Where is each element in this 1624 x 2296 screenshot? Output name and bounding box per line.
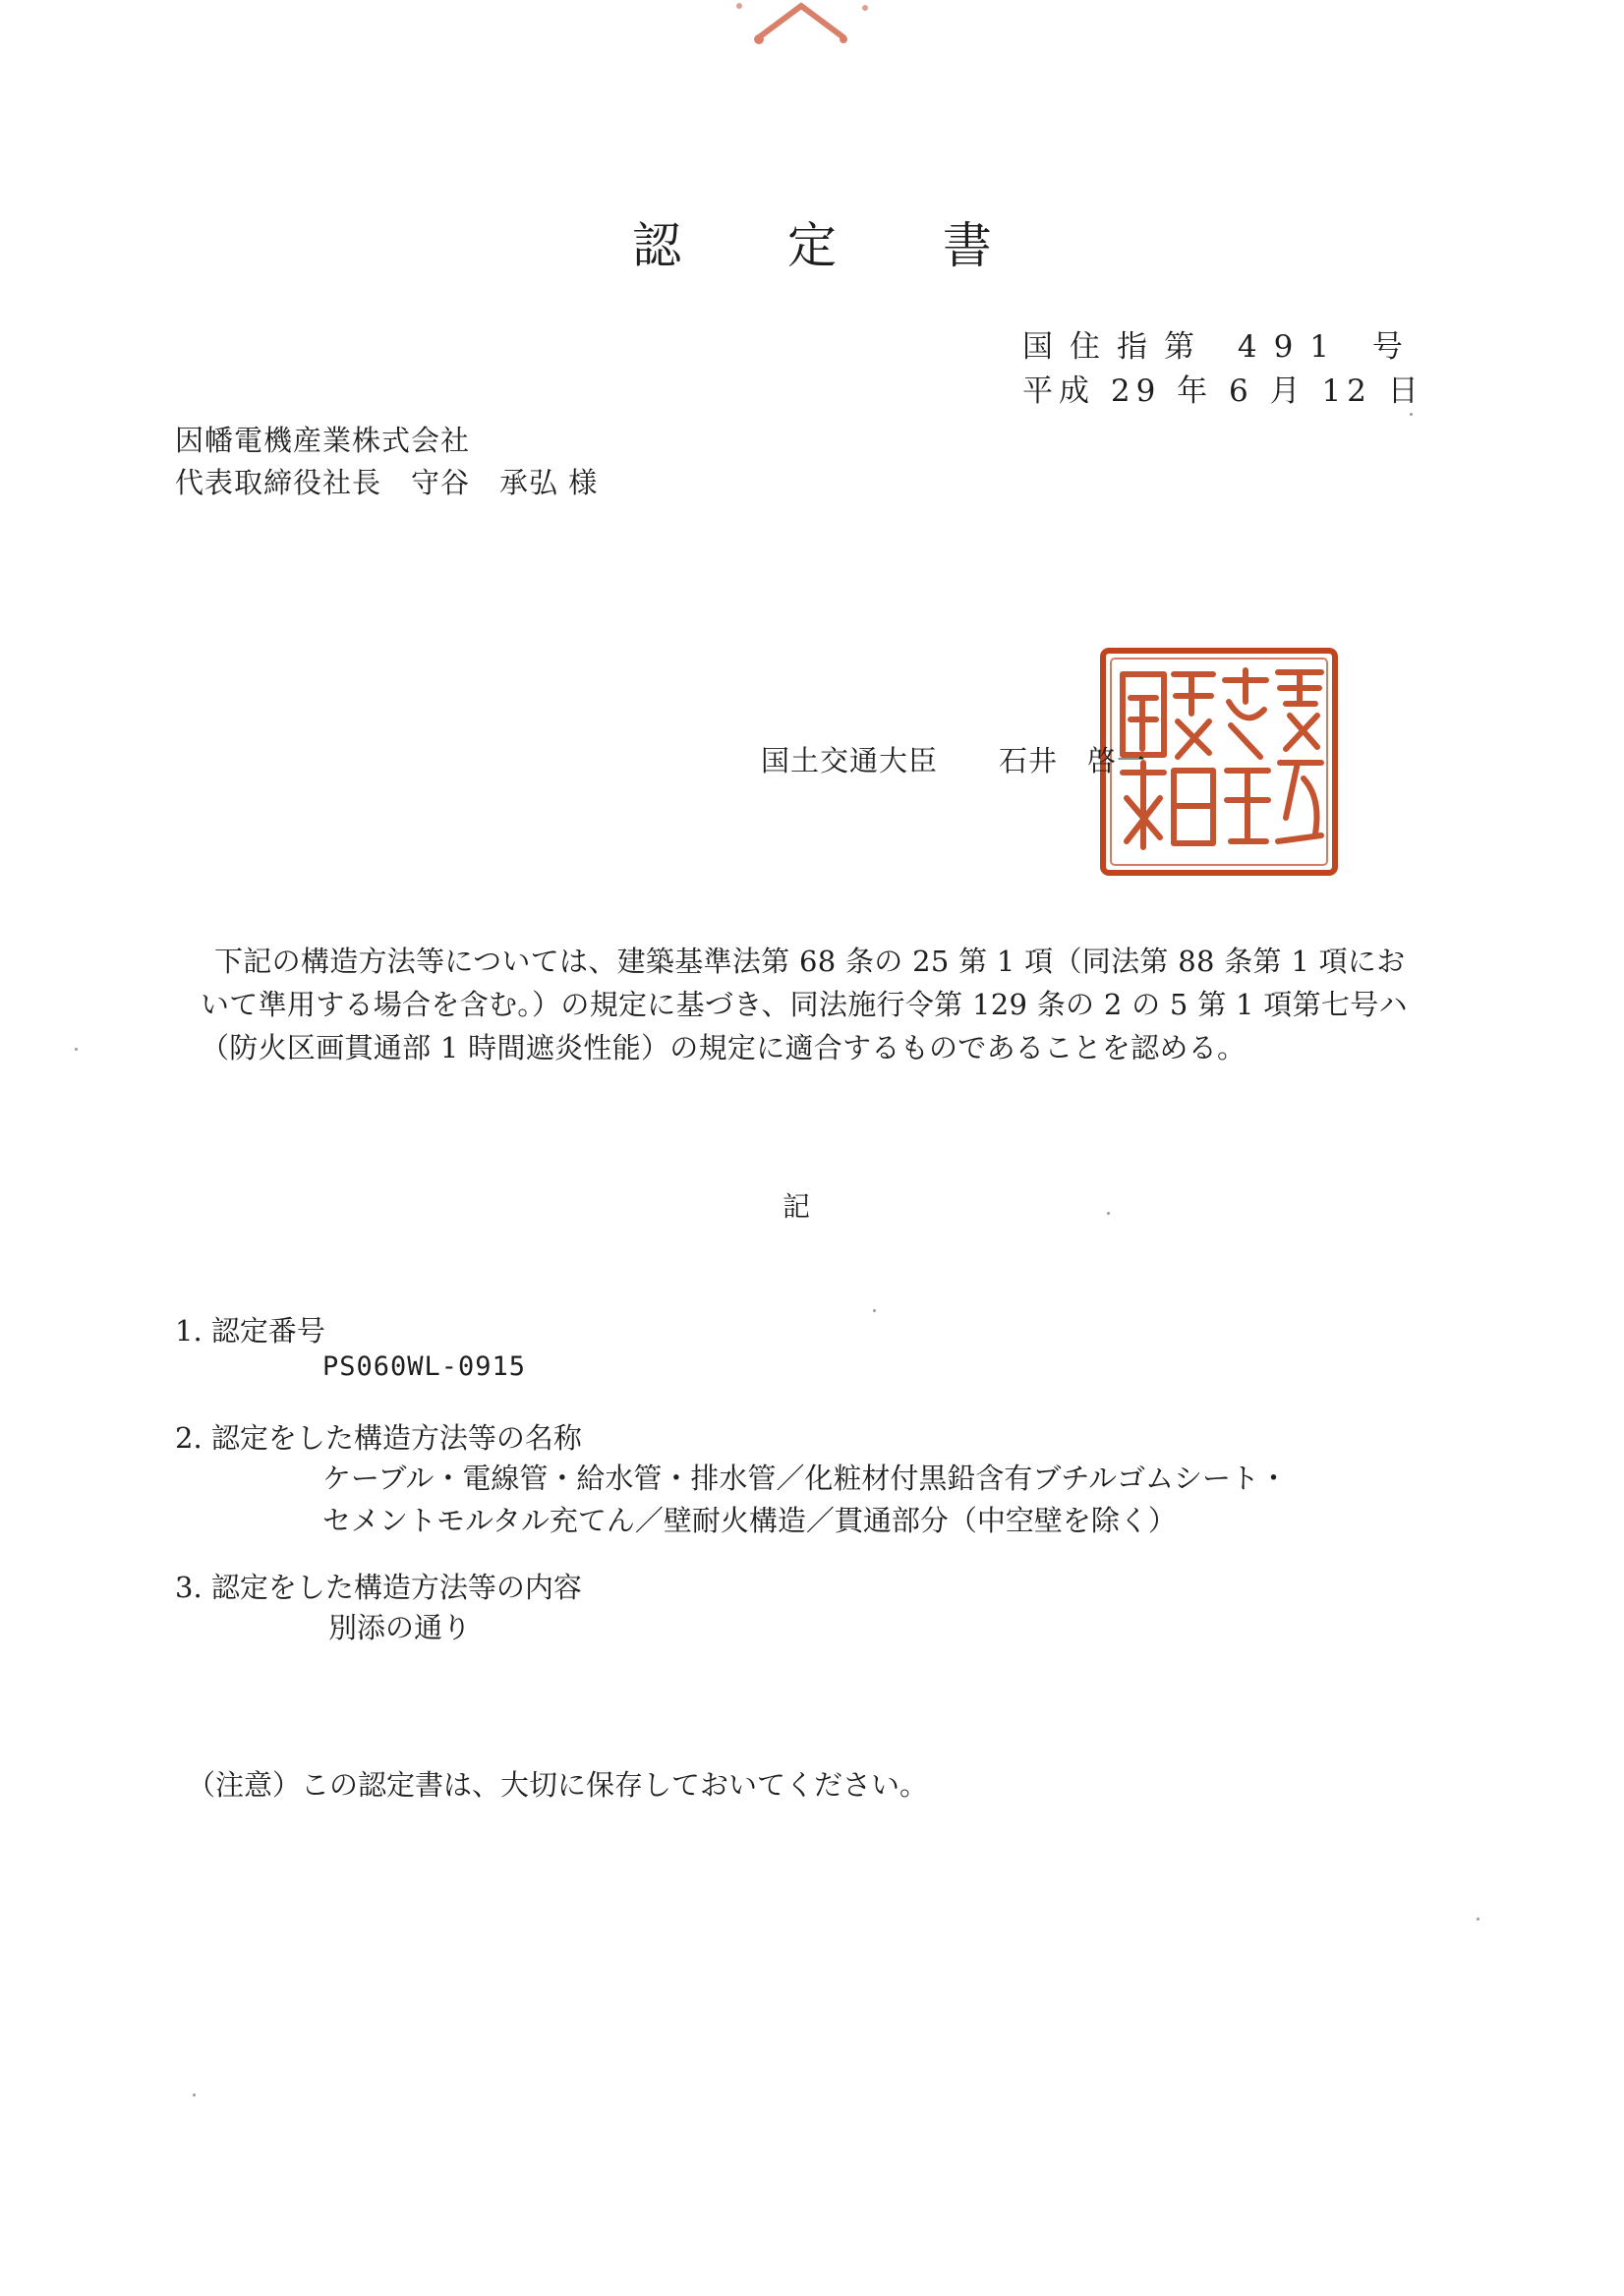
addressee-representative: 代表取締役社長 守谷 承弘 様 bbox=[175, 466, 599, 499]
issuer-title: 国土交通大臣 bbox=[761, 744, 939, 777]
issuer-name: 石井 啓一 bbox=[999, 744, 1147, 777]
ki-heading: 記 bbox=[783, 1190, 811, 1223]
body-line-1: 下記の構造方法等については、建築基準法第 68 条の 25 第 1 項（同法第 88 条第 1 項にお bbox=[214, 945, 1406, 978]
item-2-value-line-1: ケーブル・電線管・給水管・排水管／化粧材付黒鉛含有ブチルゴムシート・ bbox=[322, 1462, 1288, 1495]
scan-speck bbox=[873, 1309, 876, 1312]
addressee-company: 因幡電機産業株式会社 bbox=[175, 424, 471, 457]
seal-text: 国土交通大臣之印 bbox=[1216, 877, 1224, 878]
document-date: 平成 29 年 6 月 12 日 bbox=[1022, 373, 1424, 409]
scan-speck bbox=[1477, 1918, 1479, 1921]
scan-speck bbox=[75, 1048, 78, 1051]
caution-note: （注意）この認定書は、大切に保存しておいてください。 bbox=[187, 1768, 929, 1802]
scan-speck bbox=[193, 2094, 196, 2096]
item-3-label: 3. 認定をした構造方法等の内容 bbox=[175, 1571, 582, 1604]
item-1-value: PS060WL-0915 bbox=[322, 1351, 527, 1382]
item-2-label: 2. 認定をした構造方法等の名称 bbox=[175, 1421, 582, 1455]
item-2-value-line-2: セメントモルタル充てん／壁耐火構造／貫通部分（中空壁を除く） bbox=[322, 1504, 1177, 1537]
scan-speck bbox=[1107, 1212, 1110, 1215]
body-line-3: （防火区画貫通部 1 時間遮炎性能）の規定に適合するものであることを認める。 bbox=[201, 1031, 1247, 1064]
item-3-value: 別添の通り bbox=[328, 1611, 472, 1644]
document-number: 国住指第 491 号 bbox=[1022, 329, 1420, 365]
scan-speck bbox=[1410, 413, 1413, 416]
body-line-2: いて準用する場合を含む。）の規定に基づき、同法施行令第 129 条の 2 の 5 第 1 項第七号ハ bbox=[201, 988, 1408, 1021]
item-1-label: 1. 認定番号 bbox=[175, 1314, 325, 1348]
document-title: 認 定 書 bbox=[632, 217, 1037, 274]
top-red-mark bbox=[718, 0, 885, 49]
